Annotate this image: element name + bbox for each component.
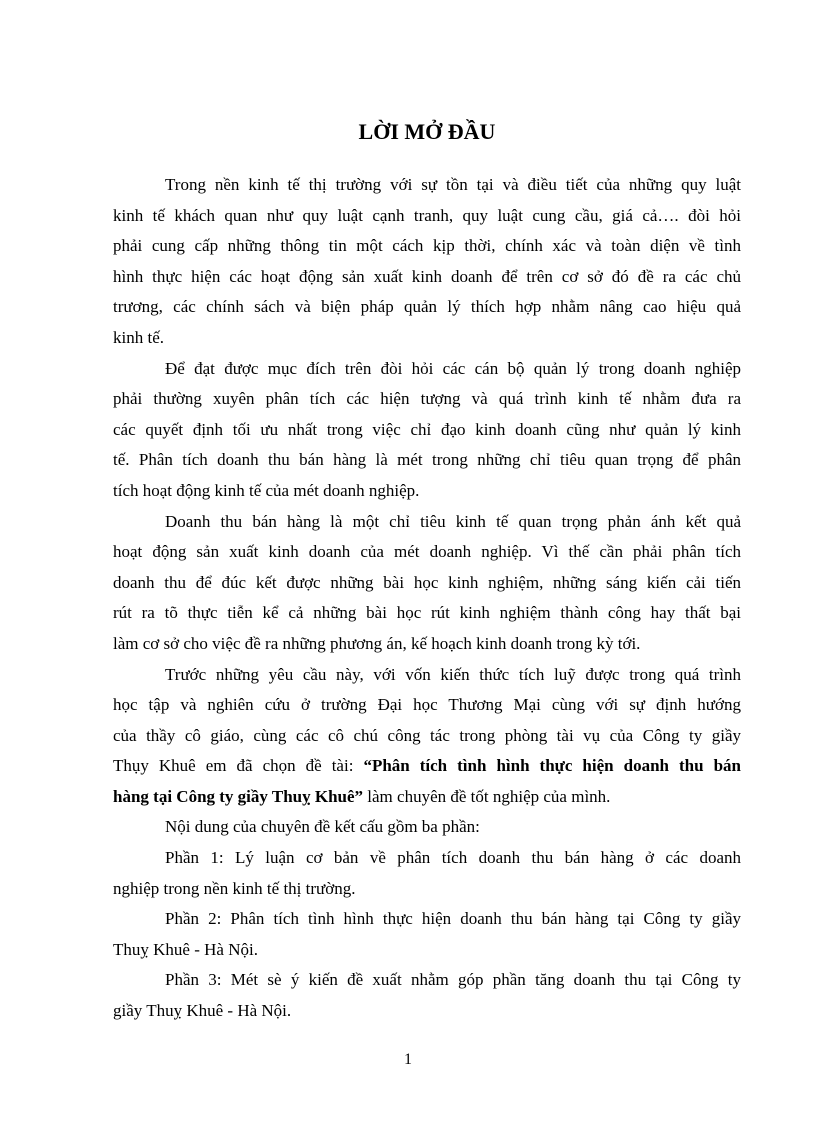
text-segment: Để đạt được mục đích trên đòi hỏi các cán bộ quản lý trong doanh nghiệp <box>165 358 741 378</box>
text-segment: hình thực hiện các hoạt động sản xuất kinh doanh để trên cơ sở đó đề ra các chủ <box>113 266 741 286</box>
text-line <box>113 415 741 446</box>
text-segment: doanh thu để đúc kết được những bài học kinh nghiệm, những sáng kiến cải tiến <box>113 572 741 592</box>
text-segment: làm chuyên đề tốt nghiệp của mình. <box>363 786 611 806</box>
text-segment: trương, các chính sách và biện pháp quản lý thích hợp nhằm nâng cao hiệu quả <box>113 297 741 317</box>
text-segment: tế. Phân tích doanh thu bán hàng là mét trong những chỉ tiêu quan trọng để phân <box>113 450 741 470</box>
paragraph <box>113 965 741 1026</box>
text-line <box>113 843 741 874</box>
paragraph <box>113 354 741 507</box>
text-line <box>113 476 741 507</box>
text-segment: Trước những yêu cầu này, với vốn kiến thức tích luỹ được trong quá trình <box>165 664 741 684</box>
text-line <box>113 751 741 782</box>
text-line <box>113 170 741 201</box>
page-number: 1 <box>404 1051 412 1068</box>
text-line <box>113 904 741 935</box>
text-segment: phải thường xuyên phân tích các hiện tượng và quá trình kinh tế nhằm đưa ra <box>113 389 741 409</box>
text-line <box>113 782 741 813</box>
text-line <box>113 935 741 966</box>
text-segment: các quyết định tối ưu nhất trong việc chỉ đạo kinh doanh cũng như quản lý kinh <box>113 419 741 439</box>
text-line <box>113 262 741 293</box>
text-line <box>113 660 741 691</box>
bold-text-segment: hàng tại Công ty giầy Thuỵ Khuê” <box>113 786 364 806</box>
bold-text-segment: “Phân tích tình hình thực hiện doanh thu bán <box>363 756 741 776</box>
text-line <box>113 721 741 752</box>
text-segment: phải cung cấp những thông tin một cách kịp thời, chính xác và toàn diện về tình <box>113 236 741 256</box>
text-segment: Phần 1: Lý luận cơ bản về phân tích doanh thu bán hàng ở các doanh <box>165 848 741 868</box>
paragraph <box>113 812 741 843</box>
text-line <box>113 598 741 629</box>
text-line <box>113 690 741 721</box>
paragraph <box>113 170 741 354</box>
text-segment: của thầy cô giáo, cùng các cô chú công tác trong phòng tài vụ của Công ty giầy <box>113 725 741 745</box>
text-line <box>113 965 741 996</box>
page-footer <box>0 1048 816 1072</box>
text-line <box>113 384 741 415</box>
text-segment: Trong nền kinh tế thị trường với sự tồn tại và điều tiết của những quy luật <box>165 175 741 194</box>
page-title: LỜI MỞ ĐẦU <box>358 119 496 144</box>
text-line <box>113 231 741 262</box>
text-line <box>113 996 741 1027</box>
text-segment: Thuỵ Khuê - Hà Nội. <box>113 939 258 959</box>
document-body <box>113 170 741 1027</box>
text-segment: học tập và nghiên cứu ở trường Đại học Thương Mại cùng với sự định hướng <box>113 695 741 715</box>
paragraph <box>113 507 741 660</box>
text-line <box>113 537 741 568</box>
text-segment: làm cơ sở cho việc đề ra những phương án, kế hoạch kinh doanh trong kỳ tới. <box>113 633 641 653</box>
text-segment: Thụy Khuê em đã chọn đề tài: <box>113 756 364 776</box>
text-line <box>113 292 741 323</box>
text-segment: Phần 3: Mét sè ý kiến đề xuất nhằm góp phần tăng doanh thu tại Công ty <box>165 970 741 990</box>
text-segment: kinh tế khách quan như quy luật cạnh tranh, quy luật cung cầu, giá cả…. đòi hỏi <box>113 205 741 225</box>
text-segment: giầy Thuỵ Khuê - Hà Nội. <box>113 1001 292 1021</box>
text-segment: nghiệp trong nền kinh tế thị trường. <box>113 878 356 898</box>
paragraph <box>113 843 741 904</box>
text-line <box>113 445 741 476</box>
text-line <box>113 507 741 538</box>
text-line <box>113 201 741 232</box>
paragraph <box>113 904 741 965</box>
text-line <box>113 812 741 843</box>
text-segment: tích hoạt động kinh tế của mét doanh nghiệp. <box>113 480 420 500</box>
text-segment: Nội dung của chuyên đề kết cấu gồm ba phần: <box>165 817 480 837</box>
text-line <box>113 323 741 354</box>
text-segment: hoạt động sản xuất kinh doanh của mét doanh nghiệp. Vì thế cần phải phân tích <box>113 542 741 562</box>
text-line <box>113 874 741 905</box>
text-segment: kinh tế. <box>113 327 164 347</box>
text-line <box>113 354 741 385</box>
paragraph <box>113 660 741 813</box>
text-line <box>113 568 741 599</box>
text-segment: Doanh thu bán hàng là một chỉ tiêu kinh tế quan trọng phản ánh kết quả <box>165 511 741 531</box>
text-segment: Phần 2: Phân tích tình hình thực hiện doanh thu bán hàng tại Công ty giầy <box>165 909 741 929</box>
text-line <box>113 629 741 660</box>
text-segment: rút ra tõ thực tiễn kể cả những bài học rút kinh nghiệm thành công hay thất bại <box>113 603 741 623</box>
